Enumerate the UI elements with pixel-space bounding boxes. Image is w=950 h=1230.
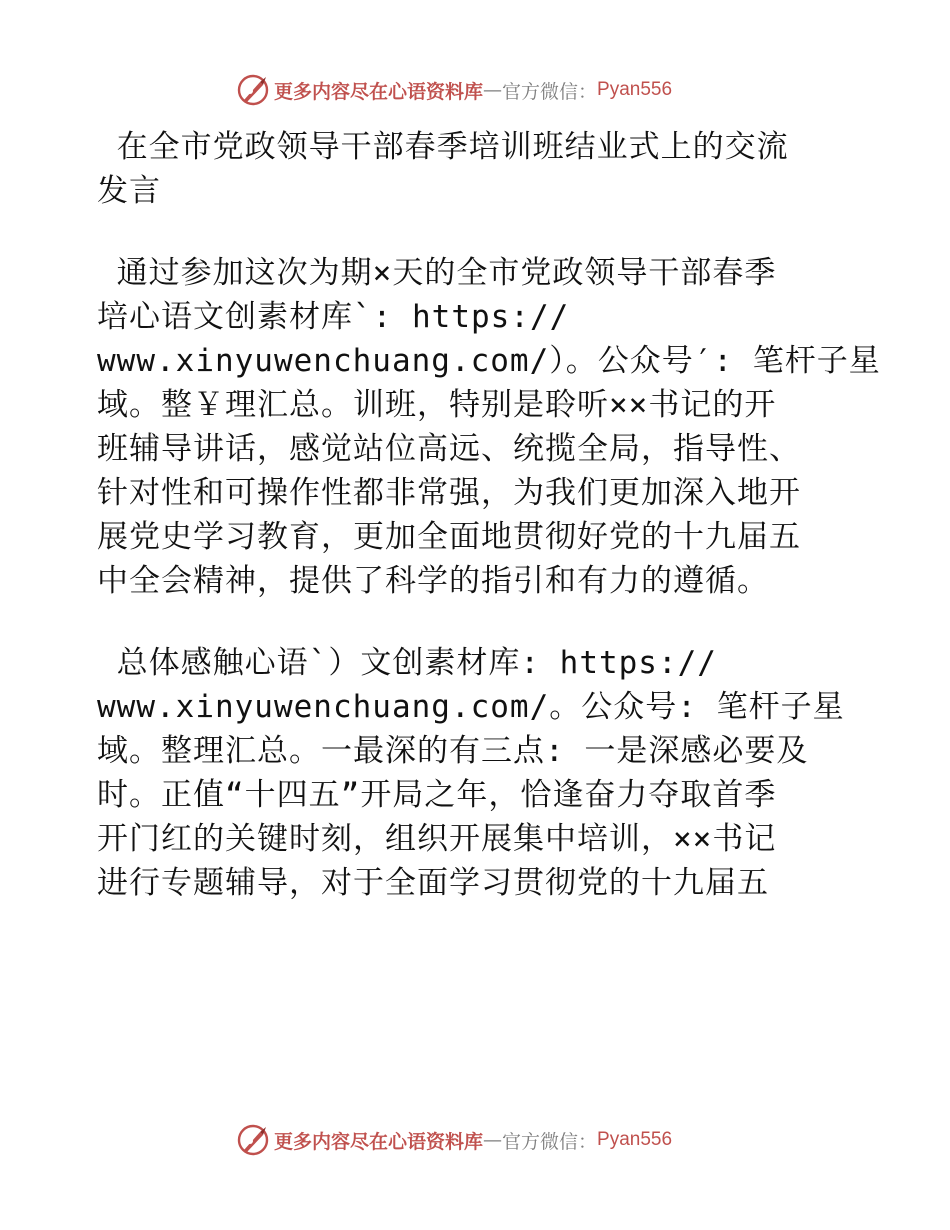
banner-contact-label: 官方微信： xyxy=(502,1130,598,1153)
footer-banner xyxy=(236,1120,706,1160)
header-banner xyxy=(236,70,706,110)
paragraph-2 xyxy=(97,641,857,905)
banner-contact-label: 官方微信： xyxy=(502,80,598,103)
banner-slogan: 更多内容尽在心语资料库 xyxy=(274,80,484,103)
text-line: 域。整￥理汇总。训班，特别是聆听××书记的开 xyxy=(97,387,777,423)
banner-contact-value: Pyan556 xyxy=(597,1129,673,1150)
title-line: 发言 xyxy=(97,173,161,209)
text-line: www.xinyuwenchuang.com/。公众号: 笔杆子星 xyxy=(97,689,845,725)
document-body xyxy=(97,125,881,905)
text-line: 针对性和可操作性都非常强，为我们更加深入地开 xyxy=(97,475,801,511)
banner-separator: — xyxy=(483,1129,503,1151)
text-line: 培心语文创素材库`: https:// xyxy=(97,299,570,335)
text-line: 班辅导讲话，感觉站位高远、统揽全局，指导性、 xyxy=(97,431,801,467)
title-line: 在全市党政领导干部春季培训班结业式上的交流 xyxy=(97,129,789,165)
paragraph-1 xyxy=(97,251,881,603)
text-line: 通过参加这次为期×天的全市党政领导干部春季 xyxy=(97,255,777,291)
quill-logo-icon xyxy=(236,1123,270,1157)
quill-logo-icon xyxy=(236,73,270,107)
document-title xyxy=(97,125,857,213)
text-line: 总体感触心语`）文创素材库: https:// xyxy=(97,645,717,681)
text-line: www.xinyuwenchuang.com/）。公众号′: 笔杆子星 xyxy=(97,343,881,379)
banner-contact-value: Pyan556 xyxy=(597,79,673,100)
text-line: 时。正值“十四五”开局之年，恰逢奋力夺取首季 xyxy=(97,777,777,813)
text-line: 进行专题辅导，对于全面学习贯彻党的十九届五 xyxy=(97,865,769,901)
text-line: 展党史学习教育，更加全面地贯彻好党的十九届五 xyxy=(97,519,801,555)
text-line: 中全会精神，提供了科学的指引和有力的遵循。 xyxy=(97,563,769,599)
banner-separator: — xyxy=(483,79,503,101)
banner-slogan: 更多内容尽在心语资料库 xyxy=(274,1130,484,1153)
text-line: 域。整理汇总。一最深的有三点: 一是深感必要及 xyxy=(97,733,809,769)
text-line: 开门红的关键时刻，组织开展集中培训，××书记 xyxy=(97,821,777,857)
